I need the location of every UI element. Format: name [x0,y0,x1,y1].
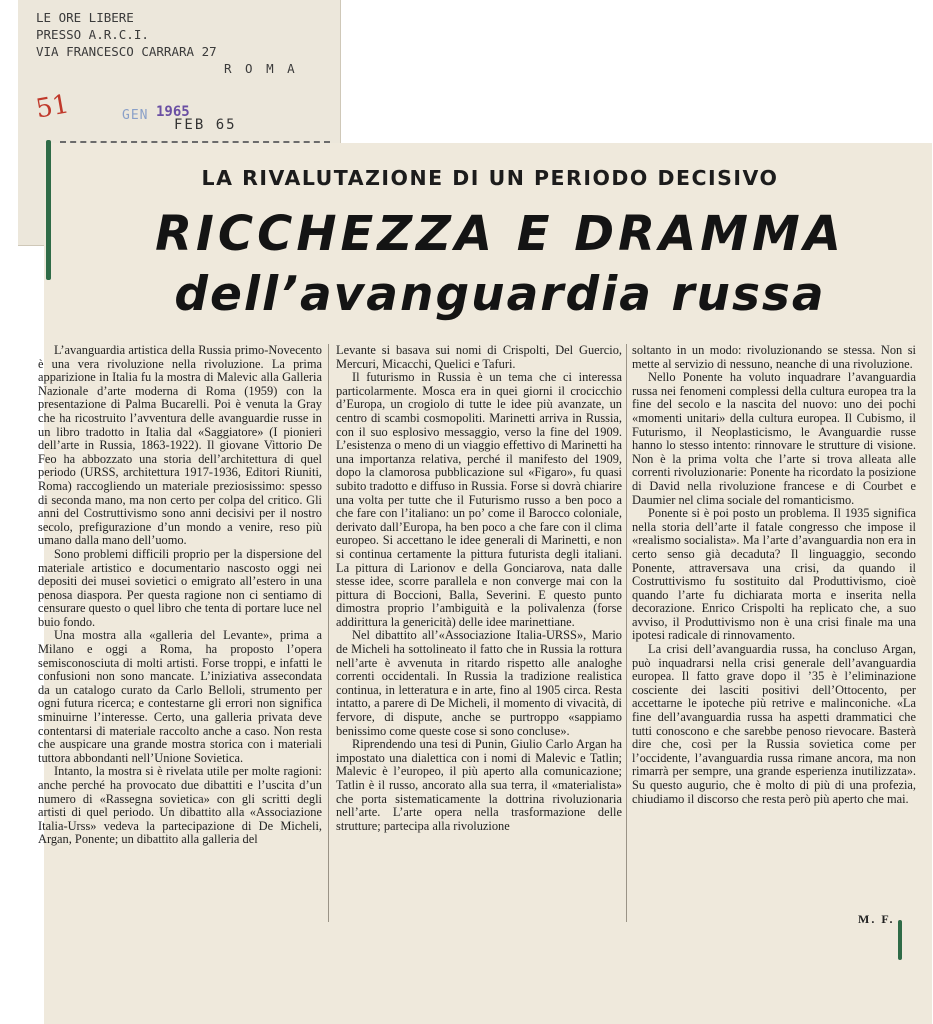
paragraph: Nel dibattito all’«Associazione Italia-URSS», Mario de Micheli ha sottolineato il fatto che in Russia la rottura nell’arte è avvenuta in ritardo rispetto alle analoghe correnti occidentali. In Russia la tradizione realistica continua, in letteratura e in arte, fino al 1905 circa. Resta intatto, a parere di De Micheli, il momento di vivacità, di fervore, di dispute, anche se purtroppo «sappiamo benissimo come queste cose si sono concluse». [336,628,622,738]
date-stamp: FEB 65 [174,117,237,133]
column-divider [626,344,627,922]
paragraph: Nello Ponente ha voluto inquadrare l’avanguardia russa nei fenomeni complessi della cultura europea tra la fine del secolo e la nascita del nuovo: uno dei pochi «momenti unitari» della cultura europea. Il Cubismo, il Futurismo, il Neoplasticismo, le Avanguardie russe hanno lo stesso intento: rinnovare le strutture di visione. Non è la prima volta che l’arte si trova alleata alle correnti rivoluzionarie: Ponente ha ricordato la posizione di David nella rivoluzione francese e di Courbet e Daumier nel clima sociale del romanticismo. [632,370,916,507]
article-kicker: LA RIVALUTAZIONE DI UN PERIODO DECISIVO [201,166,779,190]
sender-line: VIA FRANCESCO CARRARA 27 [36,44,217,59]
faded-date-stamp: GEN [122,108,149,123]
paragraph: L’avanguardia artistica della Russia primo-Novecento è una vera rivoluzione nella rivoluzione. La prima apparizione in Italia fu la mostra di Malevic alla Galleria Nazionale d’arte moderna di Roma (1959) con la presentazione di Palma Bucarelli. Poi è venuta la Gray che ha ricostruito l’avventura delle avanguardie russe in un libro tradotto in Italia dal «Saggiatore» (I pionieri dell’arte in Russia, 1863-1922). Il giovane Vittorio De Feo ha abbozzato una storia dell’architettura di quel periodo (URSS, architettura 1917-1936, Editori Riuniti, Roma) raccogliendo un materiale preziosissimo: spesso di seconda mano, ma non certo per colpa del critico. Gli anni del Costruttivismo sono anni decisivi per il nostro secolo, prefigurazione d’un mondo a venire, reso più umano dalla mano dell’uomo. [38,343,322,548]
handwritten-number: 51 [33,89,72,125]
sender-city: R O M A [224,61,298,76]
paragraph: soltanto in un modo: rivoluzionando se stessa. Non si mette al servizio di nessuno, neanche di una rivoluzione. [632,343,916,371]
article-column-3 [632,344,916,806]
author-signature: M. F. [858,912,895,926]
green-marker-stroke [898,920,902,960]
article-column-2 [336,344,622,833]
paragraph: La crisi dell’avanguardia russa, ha concluso Argan, può inquadrarsi nella crisi generale dell’avanguardia europea. Il fatto grave dopo il ’35 è l’eliminazione cosciente dei lasciti positivi dell’Ottocento, per accettarne le ipoteche più retrive e malinconiche. «La fine dell’avanguardia russa ha aspetti drammatici che tutti conoscono e che sarebbe penoso rievocare. Basterà dire che, così per la Russia sovietica come per l’occidente, l’avanguardia russa rimane ancora, ma non rimarrà per sempre, una grande esperienza inutilizzata». Su questo augurio, che è molto di più di una profezia, chiudiamo il discorso che resta però più aperto che mai. [632,642,916,806]
paragraph: Sono problemi difficili proprio per la dispersione del materiale artistico e documentario nascosto oggi nei depositi dei musei sovietici o emigrato all’estero in una penosa diaspora. Per questa ragione non ci sentiamo di censurare questo o quel libro che tenta di portare luce nel buio fondo. [38,546,322,629]
article-headline: RICCHEZZA E DRAMMA [155,206,845,262]
paragraph: Il futurismo in Russia è un tema che ci interessa particolarmente. Mosca era in quei giorni il crocicchio d’Europa, un crogiolo di tutte le idee più avanzate, un centro di scambi cosmopoliti. Marinetti arriva in Russia, con il suo esplosivo messaggio, verso la fine del 1909. L’esistenza o meno di un viaggio effettivo di Marinetti ha una importanza relativa, perché il manifesto del 1909, dopo la clamorosa pubblicazione sul «Figaro», fu quasi subito tradotto e diffuso in Russia. Forse si dovrà chiarire una volta per tutte che il Futurismo russo a ben poco a che fare con l’italiano: un po’ come il Barocco coloniale, derivato dall’Europa, ha ben poco a che fare con il clima europeo. Si accettano le idee generali di Marinetti, e non si continua certamente la pittura futurista degli italiani. La pittura di Larionov e della Gonciarova, nata dalle stesse idee, scorre parallela e non converge mai con la pittura di Boccioni, Balla, Severini. E questo punto dimostra proprio l’ambiguità e la polivalenza (forse addirittura la genericità) delle idee marinettiane. [336,370,622,629]
paragraph: Intanto, la mostra si è rivelata utile per molte ragioni: anche perché ha provocato due dibattiti e l’uscita d’un numero di «Rassegna sovietica» con gli scritti degli artisti di quel periodo. Un dibattito alla «Associazione Italia-Urss» vedeva la partecipazione di De Micheli, Argan, Ponente; un dibattito alla galleria del [38,764,322,847]
paragraph: Una mostra alla «galleria del Levante», prima a Milano e oggi a Roma, ha proposto l’opera semisconosciuta di molti artisti. Forse troppi, e infatti le confusioni non sono mancate. L’iniziativa assecondata da un catalogo curato da Carlo Belloli, strumento per ogni futura ricerca; e contestarne gli errori non significa sminuirne l’interesse. Certo, una galleria privata deve contentarsi di materiale raccolto anche a caso. Non resta che auspicare una grande mostra storica con i materiali tuttora abbondanti nell’Unione Sovietica. [38,628,322,765]
paragraph: Riprendendo una tesi di Punin, Giulio Carlo Argan ha impostato una dialettica con i nomi di Malevic e Tatlin; Malevic è l’europeo, il più aperto alla comunicazione; Tatlin è il russo, ancorato alla sua terra, il «materialista» che porta sistematicamente la dottrina rivoluzionaria nell’arte. L’arte opera nella trasformazione delle strutture; partecipa alla rivoluzione [336,737,622,833]
sender-line: PRESSO A.R.C.I. [36,27,149,42]
sender-line: LE ORE LIBERE [36,10,134,25]
paragraph: Ponente si è poi posto un problema. Il 1935 significa nella storia dell’arte il fatale congresso che impose il «realismo socialista». Ma l’arte d’avanguardia non era in certo senso già decaduta? Il linguaggio, secondo Ponente, attraversava una crisi, da quando il Costruttivismo fu sostituito dal Produttivismo, cioè quando l’arte fu dichiarata morta e inserita nella decorazione. Enrico Crispolti ha replicato che, a suo avviso, il Produttivismo non è una crisi finale ma una ipotesi radicale di rinnovamento. [632,506,916,643]
overstamped-year: 1965 [156,104,190,120]
article-subheadline: dell’avanguardia russa [174,267,826,322]
column-divider [328,344,329,922]
article-column-1 [38,344,322,847]
paragraph: Levante si basava sui nomi di Crispolti, Del Guercio, Mercuri, Micacchi, Quelici e Tafuri. [336,343,622,371]
sender-address-stamp [36,9,296,77]
green-marker-stroke [46,140,51,280]
perforation-line [60,141,330,143]
